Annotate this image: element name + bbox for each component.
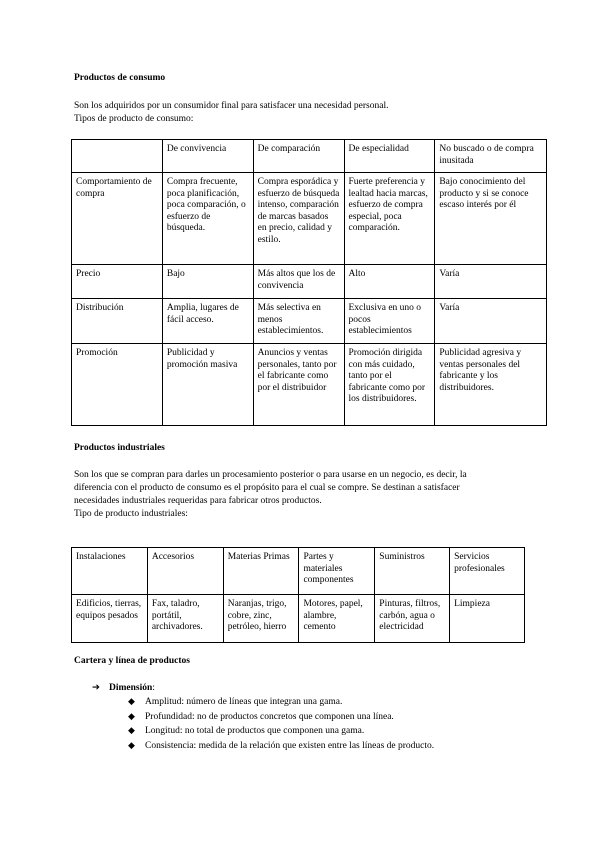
table-cell: Más selectiva en menos establecimientos. xyxy=(253,299,344,344)
table-cell: Bajo xyxy=(162,265,253,299)
table-cell: Motores, papel, alambre, cemento xyxy=(299,595,375,643)
table-cell: Anuncios y ventas personales, tanto por el fabricante como por el distribuidor xyxy=(253,344,344,426)
list-item xyxy=(128,710,434,725)
header-cell: Instalaciones xyxy=(72,548,148,595)
industriales-intro-line: Son los que se compran para darles un procesamiento posterior o para usarse en un negocio, es decir, la xyxy=(74,470,467,480)
row-label: Precio xyxy=(72,265,163,299)
header-cell: Partes y materiales componentes xyxy=(299,548,375,595)
cartera-section xyxy=(74,655,190,668)
diamond-bullet-icon: ◆ xyxy=(128,725,135,735)
table-cell: Naranjas, trigo, cobre, zinc, petróleo, hierro xyxy=(223,595,299,643)
industriales-intro-block xyxy=(74,469,544,521)
table-cell: Publicidad agresiva y ventas personales del fabricante y los distribuidores. xyxy=(435,344,547,426)
list-item xyxy=(92,682,155,695)
diamond-bullet-icon: ◆ xyxy=(128,696,135,706)
table-row xyxy=(72,595,525,643)
consumo-header-row xyxy=(72,140,547,173)
header-cell: Materias Primas xyxy=(223,548,299,595)
list-item xyxy=(128,724,434,739)
table-cell: Promoción dirigida con más cuidado, tanto por el fabricante como por los distribuidores. xyxy=(344,344,435,426)
arrow-right-icon: ➔ xyxy=(92,683,100,693)
header-cell xyxy=(72,140,163,173)
table-cell: Edificios, tierras, equipos pesados xyxy=(72,595,148,643)
table-cell: Limpieza xyxy=(450,595,525,643)
table-cell: Fuerte preferencia y lealtad hacia marcas, esfuerzo de compra especial, poca comparación. xyxy=(344,173,435,265)
list-item-text: Profundidad: no de productos concretos que componen una línea. xyxy=(145,711,394,722)
industriales-table xyxy=(71,547,525,643)
dimension-suffix: : xyxy=(152,683,155,693)
table-cell: Bajo conocimiento del producto y si se conoce escaso interés por él xyxy=(435,173,547,265)
industriales-section xyxy=(74,442,165,455)
consumo-intro: Son los adquiridos por un consumidor final para satisfacer una necesidad personal. xyxy=(74,101,389,111)
list-item xyxy=(128,739,434,754)
table-cell: Compra frecuente, poca planificación, poca comparación, o esfuerzo de búsqueda. xyxy=(162,173,253,265)
header-cell: De convivencia xyxy=(162,140,253,173)
list-item xyxy=(128,695,434,710)
consumo-intro-block xyxy=(74,100,388,126)
table-cell: Pinturas, filtros, carbón, agua o electricidad xyxy=(375,595,450,643)
industriales-title: Productos industriales xyxy=(74,443,165,453)
table-row xyxy=(72,344,547,426)
header-cell: Suministros xyxy=(375,548,450,595)
table-cell: Fax, taladro, portátil, archivadores. xyxy=(147,595,223,643)
header-cell: Accesorios xyxy=(147,548,223,595)
header-cell: No buscado o de compra inusitada xyxy=(435,140,547,173)
header-cell: De especialidad xyxy=(344,140,435,173)
list-item-text: Longitud: no total de productos que componen una gama. xyxy=(145,726,365,736)
consumo-section xyxy=(74,72,165,85)
diamond-bullet-icon: ◆ xyxy=(128,710,135,721)
table-cell: Compra esporádica y esfuerzo de búsqueda intenso, comparación de marcas basados en precio, calidad y estilo. xyxy=(253,173,344,265)
diamond-bullet-icon: ◆ xyxy=(128,739,135,750)
industriales-header-row xyxy=(72,548,525,595)
row-label: Distribución xyxy=(72,299,163,344)
row-label: Comportamiento de compra xyxy=(72,173,163,265)
table-cell: Alto xyxy=(344,265,435,299)
industriales-intro-line: necesidades industriales requeridas para fabricar otros productos. xyxy=(74,496,322,506)
industriales-intro-line: diferencia con el producto de consumo es el propósito para el cual se compre. Se destinan a satisfacer xyxy=(74,483,460,493)
dimension-label: Dimensión xyxy=(109,683,153,693)
header-cell: Servicios profesionales xyxy=(450,548,525,595)
table-cell: Varía xyxy=(435,265,547,299)
consumo-table xyxy=(71,139,547,426)
consumo-tipos: Tipos de producto de consumo: xyxy=(74,114,194,124)
header-cell: De comparación xyxy=(253,140,344,173)
table-cell: Exclusiva en uno o pocos establecimientos xyxy=(344,299,435,344)
table-cell: Más altos que los de convivencia xyxy=(253,265,344,299)
table-cell: Publicidad y promoción masiva xyxy=(162,344,253,426)
list-item-text: Consistencia: medida de la relación que existen entre las líneas de producto. xyxy=(145,740,435,751)
table-cell: Varía xyxy=(435,299,547,344)
table-cell: Amplia, lugares de fácil acceso. xyxy=(162,299,253,344)
dimension-sublist xyxy=(128,695,434,753)
industriales-tipos: Tipo de producto industriales: xyxy=(74,509,188,519)
table-row xyxy=(72,173,547,265)
cartera-list xyxy=(92,682,155,695)
cartera-title: Cartera y línea de productos xyxy=(74,656,190,666)
table-row xyxy=(72,265,547,299)
row-label: Promoción xyxy=(72,344,163,426)
list-item-text: Amplitud: número de líneas que integran una gama. xyxy=(145,697,343,707)
table-row xyxy=(72,299,547,344)
consumo-title: Productos de consumo xyxy=(74,73,166,83)
